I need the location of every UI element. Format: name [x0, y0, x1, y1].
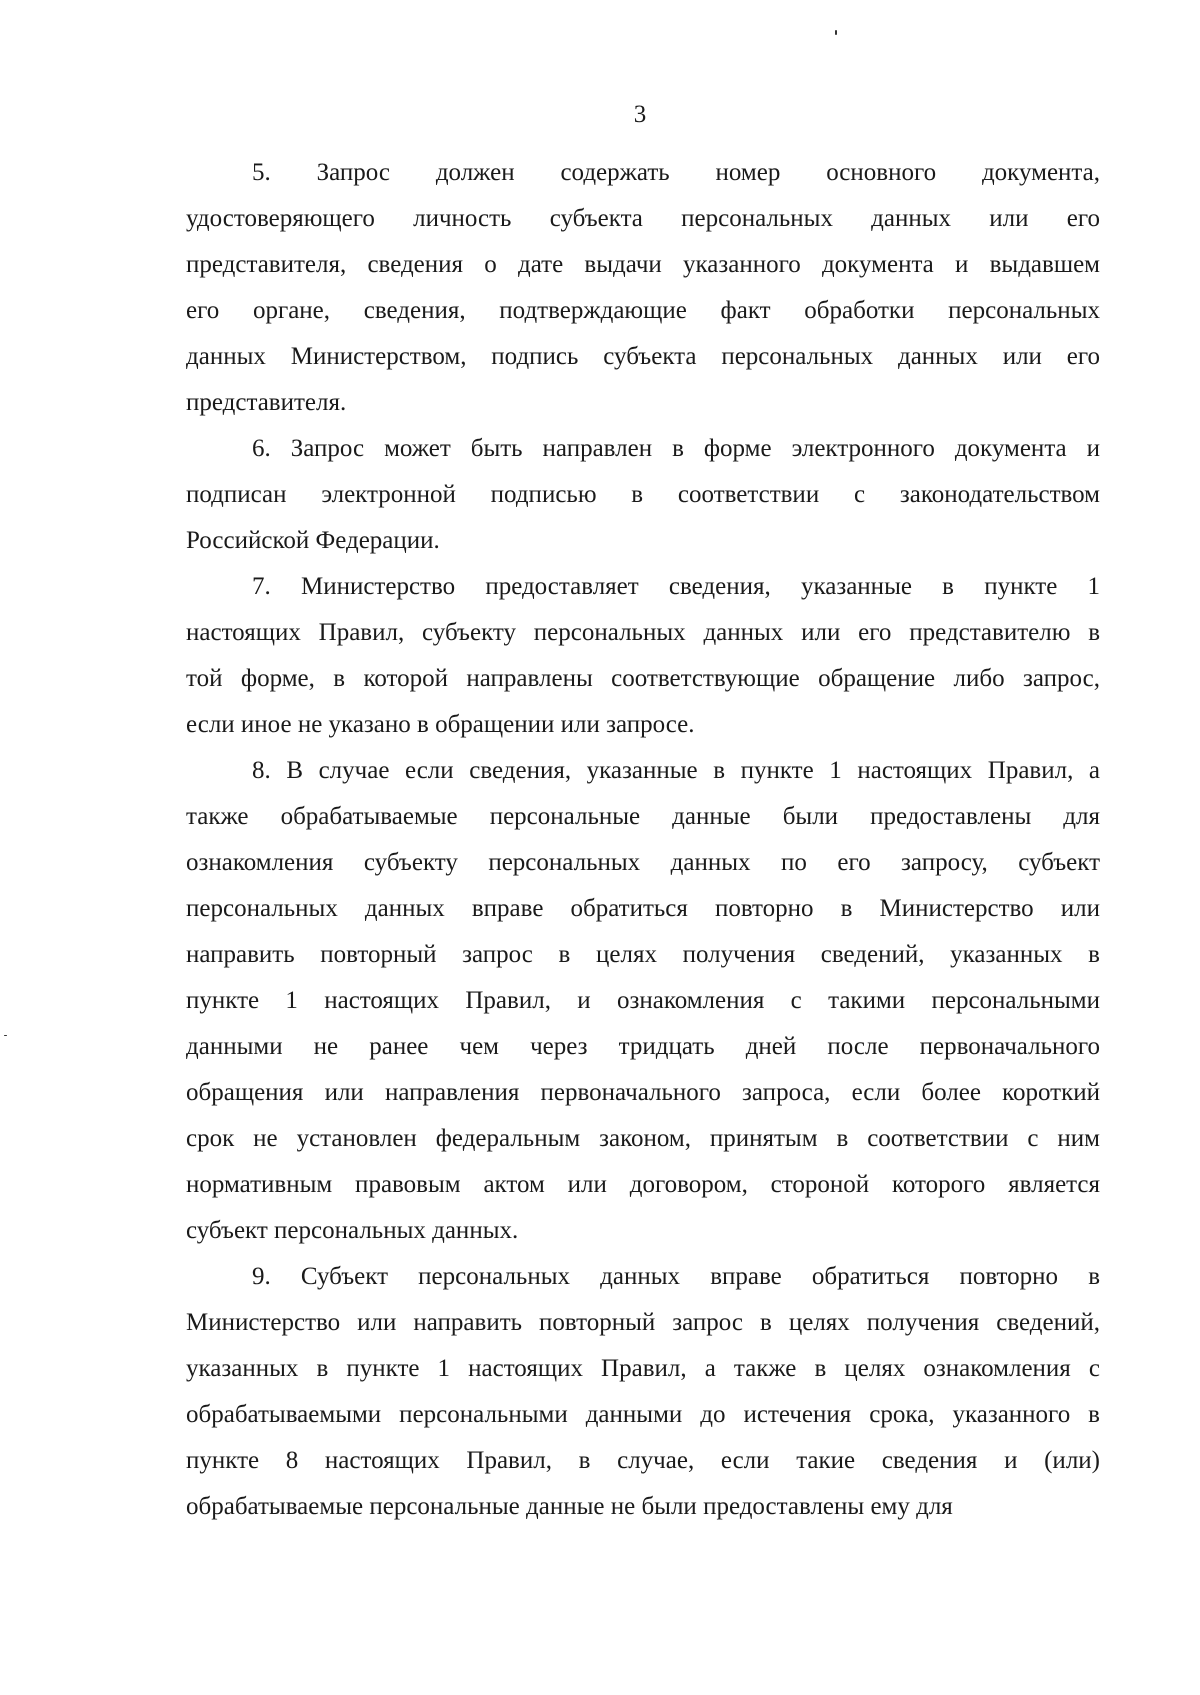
paragraph-8: [186, 748, 1100, 1254]
text-line: 7. Министерство предоставляет сведения, указанные в пункте 1: [252, 573, 1100, 600]
scan-speck: [835, 30, 837, 35]
text-line: пункте 1 настоящих Правил, и ознакомления с такими персональными: [186, 987, 1100, 1014]
text-line: настоящих Правил, субъекту персональных данных или его представителю в: [186, 619, 1100, 646]
paragraph-7: [186, 564, 1100, 748]
document-body: [186, 150, 1100, 1530]
text-line: обрабатываемыми персональными данными до истечения срока, указанного в: [186, 1401, 1100, 1428]
text-line: нормативным правовым актом или договором, стороной которого является: [186, 1171, 1100, 1198]
text-line: направить повторный запрос в целях получения сведений, указанных в: [186, 941, 1100, 968]
scan-speck: [4, 1035, 7, 1036]
page-number: 3: [633, 101, 647, 128]
text-line: обращения или направления первоначального запроса, если более короткий: [186, 1079, 1100, 1106]
text-line: 8. В случае если сведения, указанные в пункте 1 настоящих Правил, а: [252, 757, 1100, 784]
text-line: удостоверяющего личность субъекта персональных данных или его: [186, 205, 1100, 232]
text-line: представителя, сведения о дате выдачи указанного документа и выдавшем: [186, 251, 1100, 278]
text-line: персональных данных вправе обратиться повторно в Министерство или: [186, 895, 1100, 922]
text-line: срок не установлен федеральным законом, принятым в соответствии с ним: [186, 1125, 1100, 1152]
text-line: той форме, в которой направлены соответствующие обращение либо запрос,: [186, 665, 1100, 692]
text-line: 5. Запрос должен содержать номер основного документа,: [252, 159, 1100, 186]
text-line: обрабатываемые персональные данные не были предоставлены ему для: [186, 1493, 953, 1520]
text-line: пункте 8 настоящих Правил, в случае, если такие сведения и (или): [186, 1447, 1100, 1474]
paragraph-9: [186, 1254, 1100, 1530]
text-line: также обрабатываемые персональные данные были предоставлены для: [186, 803, 1100, 830]
text-line: его органе, сведения, подтверждающие факт обработки персональных: [186, 297, 1100, 324]
text-line: субъект персональных данных.: [186, 1217, 519, 1244]
text-line: Российской Федерации.: [186, 527, 440, 554]
text-line: 6. Запрос может быть направлен в форме электронного документа и: [252, 435, 1100, 462]
text-line: ознакомления субъекту персональных данных по его запросу, субъект: [186, 849, 1100, 876]
text-line: указанных в пункте 1 настоящих Правил, а также в целях ознакомления с: [186, 1355, 1100, 1382]
paragraph-5: [186, 150, 1100, 426]
text-line: данных Министерством, подпись субъекта персональных данных или его: [186, 343, 1100, 370]
text-line: Министерство или направить повторный запрос в целях получения сведений,: [186, 1309, 1100, 1336]
text-line: подписан электронной подписью в соответствии с законодательством: [186, 481, 1100, 508]
text-line: данными не ранее чем через тридцать дней после первоначального: [186, 1033, 1100, 1060]
text-line: 9. Субъект персональных данных вправе обратиться повторно в: [252, 1263, 1100, 1290]
paragraph-6: [186, 426, 1100, 564]
text-line: если иное не указано в обращении или запросе.: [186, 711, 695, 738]
text-line: представителя.: [186, 389, 347, 416]
